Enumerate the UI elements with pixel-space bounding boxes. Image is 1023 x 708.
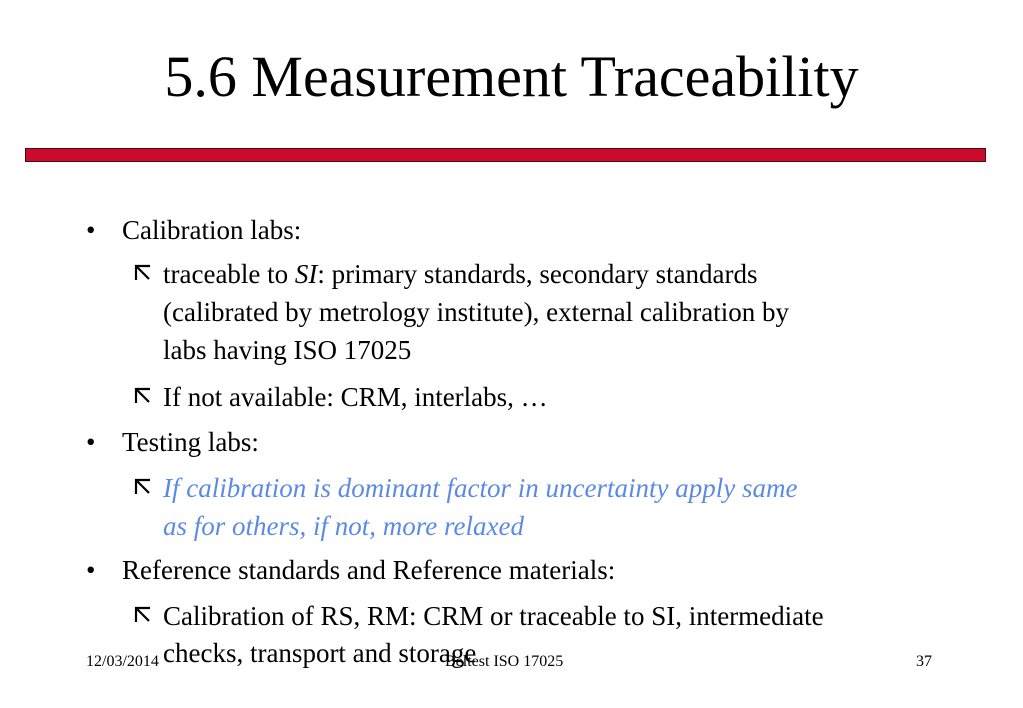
footer-center: Beltest ISO 17025 bbox=[445, 653, 564, 670]
footer-page-number: 37 bbox=[916, 653, 932, 670]
arrow-up-left-icon bbox=[132, 604, 154, 626]
subitem-traceable-line1 bbox=[163, 259, 758, 289]
footer-date: 12/03/2014 bbox=[86, 653, 159, 670]
subitem-traceable-prefix: traceable to bbox=[163, 259, 295, 289]
subitem-not-available: If not available: CRM, interlabs, … bbox=[163, 382, 548, 412]
subitem-calibration-rs-line2: checks, transport and storage bbox=[163, 638, 477, 668]
bullet-dot: • bbox=[86, 215, 96, 245]
bullet-calibration-labs: Calibration labs: bbox=[122, 215, 302, 245]
slide-title: 5.6 Measurement Traceability bbox=[164, 44, 859, 109]
bullet-dot: • bbox=[86, 555, 96, 585]
subitem-calibration-dominant-line2: as for others, if not, more relaxed bbox=[163, 511, 524, 541]
subitem-calibration-dominant-line1: If calibration is dominant factor in uncertainty apply same bbox=[163, 473, 798, 503]
subitem-traceable-line3: labs having ISO 17025 bbox=[163, 335, 412, 365]
bullet-dot: • bbox=[86, 427, 96, 457]
subitem-traceable-line2: (calibrated by metrology institute), external calibration by bbox=[163, 297, 790, 327]
bullet-testing-labs: Testing labs: bbox=[122, 427, 259, 457]
subitem-traceable-rest: : primary standards, secondary standards bbox=[317, 259, 758, 289]
arrow-up-left-icon bbox=[132, 385, 154, 407]
arrow-up-left-icon bbox=[132, 262, 154, 284]
subitem-calibration-rs-line1: Calibration of RS, RM: CRM or traceable to SI, intermediate bbox=[163, 601, 824, 631]
si-emphasis: SI bbox=[294, 259, 318, 289]
arrow-up-left-icon bbox=[132, 476, 154, 498]
bullet-reference-standards: Reference standards and Reference materials: bbox=[122, 555, 616, 585]
